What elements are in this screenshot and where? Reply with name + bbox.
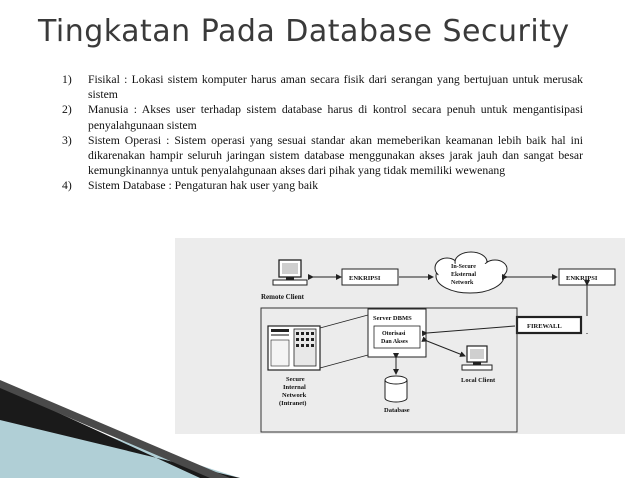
enkripsi-right-label: ENKRIPSI	[566, 275, 598, 282]
security-levels-list	[62, 72, 583, 194]
cloud-label-line3: Network	[451, 280, 474, 286]
firewall-label: FIREWALL	[527, 323, 562, 330]
secure-label-line1: Secure	[286, 376, 305, 383]
secure-label-line2: Internal	[283, 384, 306, 391]
database-label: Database	[384, 407, 410, 414]
list-item-number: 3)	[62, 133, 72, 147]
list-item-text: Manusia : Akses user terhadap sistem database harus di kontrol secara penuh untuk mengantisipasi penyalahgunaan sistem	[88, 103, 583, 132]
server-dbms-label: Server DBMS	[373, 315, 412, 322]
secure-label-line4: (Intranet)	[279, 400, 307, 407]
secure-label-line3: Network	[282, 392, 307, 399]
otorisasi-label-line1: Otorisasi	[382, 331, 406, 337]
otorisasi-label-line2: Dan Akses	[381, 339, 408, 345]
local-client-label: Local Client	[461, 377, 496, 384]
slide-title: Tingkatan Pada Database Security	[38, 14, 570, 49]
corner-decoration	[0, 380, 240, 478]
cloud-label-line1: In-Secure	[451, 264, 476, 270]
list-item-text: Sistem Operasi : Sistem operasi yang sesuai standar akan memeberikan keamanan lebih baik hal ini dikarenakan hampir seluruh jaringan sistem database menggunakan akses jarak jauh dan sangat besar kemungkinannya untuk penyalahgunaan akses dari pihak yang tidak memiliki wewenang	[88, 133, 583, 178]
diagram-canvas	[175, 238, 625, 434]
server-rack-icon	[268, 326, 320, 370]
cloud-label-line2: Eksternal	[451, 272, 477, 278]
list-item-number: 1)	[62, 73, 72, 86]
list-item	[62, 102, 583, 132]
list-item-number: 4)	[62, 179, 72, 193]
remote-client-label: Remote Client	[261, 293, 304, 301]
list-item-number: 2)	[62, 103, 72, 117]
enkripsi-left-label: ENKRIPSI	[349, 275, 381, 282]
list-item	[62, 133, 583, 179]
list-item-text: Fisikal : Lokasi sistem komputer harus aman secara fisik dari serangan yang bertujuan untuk merusak sistem	[88, 73, 583, 102]
list-item-text: Sistem Database : Pengaturan hak user yang baik	[88, 179, 319, 193]
list-item	[62, 178, 583, 193]
remote-client-computer-icon	[273, 260, 307, 285]
list-item	[62, 72, 583, 102]
database-security-diagram	[175, 238, 625, 434]
database-icon	[385, 376, 407, 402]
local-client-computer-icon	[462, 346, 492, 370]
